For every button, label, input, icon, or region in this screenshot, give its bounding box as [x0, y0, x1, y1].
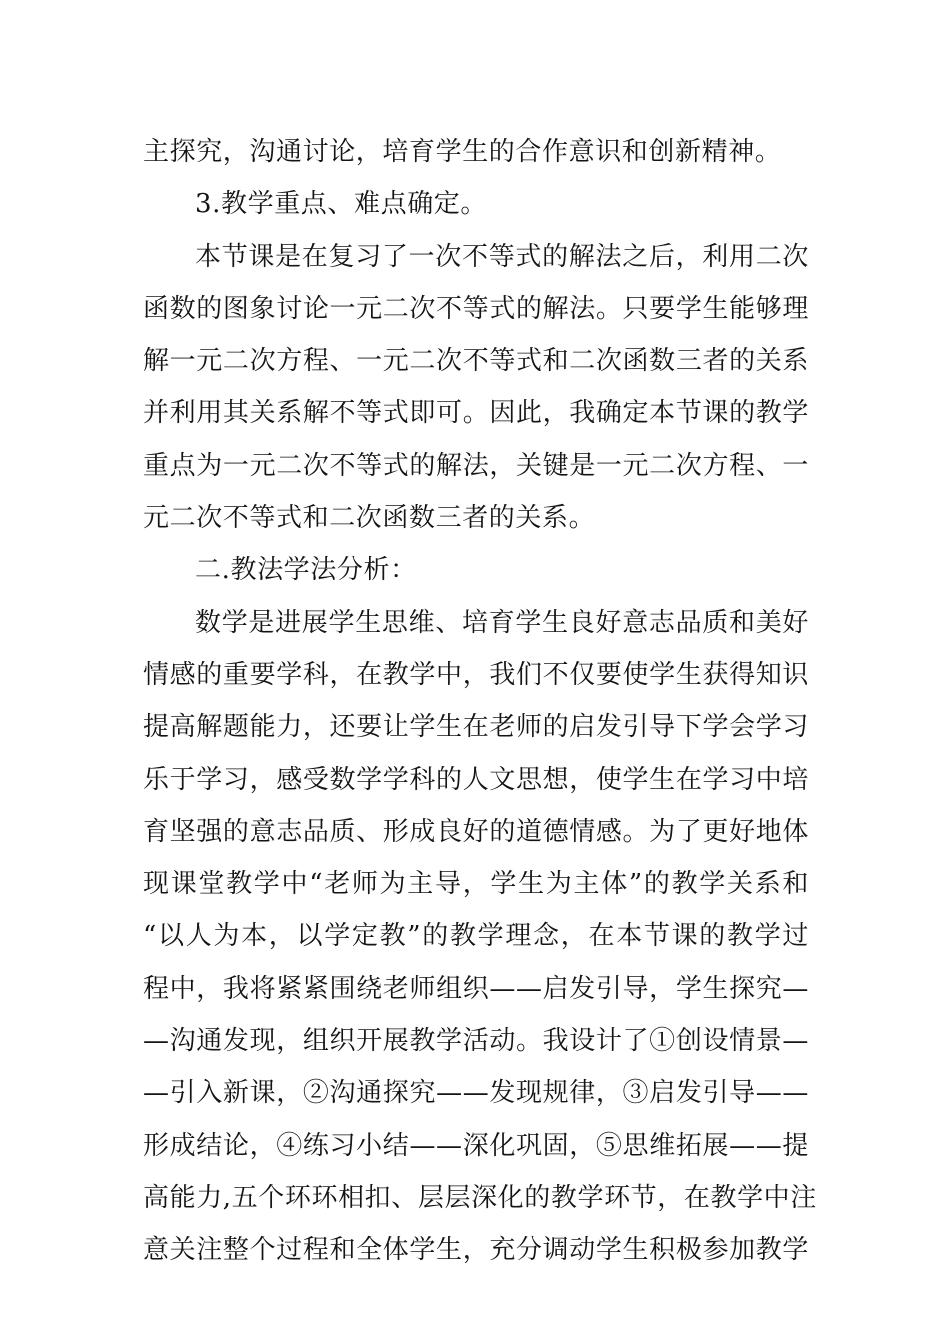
text-line: 函数的图象讨论一元二次不等式的解法。只要学生能够理	[143, 293, 809, 324]
text-line: 意关注整个过程和全体学生，充分调动学生积极参加教学	[143, 1235, 809, 1266]
text-line: 二.教法学法分析：	[195, 555, 417, 586]
text-line: 并利用其关系解不等式即可。因此，我确定本节课的教学	[143, 398, 809, 429]
text-line: 现课堂教学中“老师为主导，学生为主体”的教学关系和	[143, 869, 809, 900]
text-line: 解一元二次方程、一元二次不等式和二次函数三者的关系	[143, 346, 809, 377]
text-line: “以人为本，以学定教”的教学理念，在本节课的教学过	[143, 921, 809, 952]
text-line: 育坚强的意志品质、形成良好的道德情感。为了更好地体	[143, 816, 809, 847]
text-line: —沟通发现，组织开展教学活动。我设计了①创设情景—	[143, 1026, 809, 1057]
text-line: 重点为一元二次不等式的解法，关键是一元二次方程、一	[143, 450, 809, 481]
text-line: 乐于学习，感受数学学科的人文思想，使学生在学习中培	[143, 764, 809, 795]
text-line: 形成结论，④练习小结——深化巩固，⑤思维拓展——提	[143, 1130, 809, 1161]
text-line: 数学是进展学生思维、培育学生良好意志品质和美好	[195, 607, 809, 638]
text-line: —引入新课，②沟通探究——发现规律，③启发引导——	[143, 1078, 809, 1109]
text-line: 主探究，沟通讨论，培育学生的合作意识和创新精神。	[143, 137, 782, 167]
text-line: 本节课是在复习了一次不等式的解法之后，利用二次	[195, 241, 809, 272]
text-line: 提高解题能力，还要让学生在老师的启发引导下学会学习	[143, 712, 809, 743]
text-line: 情感的重要学科，在教学中，我们不仅要使学生获得知识	[143, 659, 809, 690]
text-line: 元二次不等式和二次函数三者的关系。	[143, 503, 596, 534]
document-body	[143, 126, 817, 1277]
text-line: 高能力,五个环环相扣、层层深化的教学环节，在教学中注	[143, 1182, 817, 1213]
text-line: 3.教学重点、难点确定。	[195, 189, 488, 220]
text-line: 程中，我将紧紧围绕老师组织——启发引导，学生探究—	[143, 973, 809, 1004]
